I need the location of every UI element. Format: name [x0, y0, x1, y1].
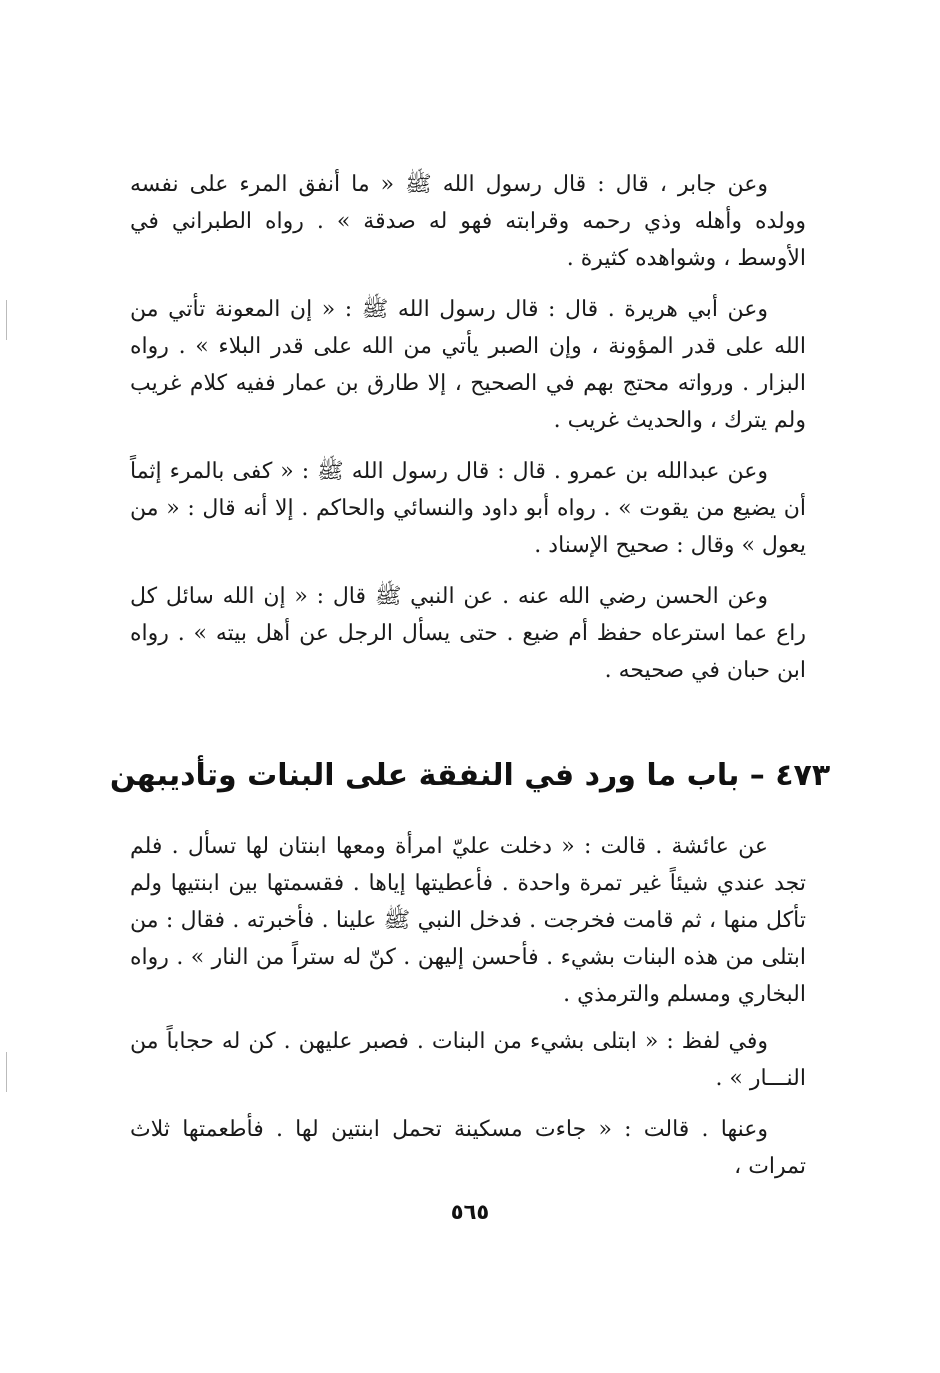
chapter-heading: ٤٧٣ – باب ما ورد في النفقة على البنات وتأديبهن — [109, 758, 831, 793]
text-block-bottom — [130, 828, 806, 1185]
left-margin-mark-bottom — [6, 1052, 7, 1092]
paragraph-abu-hurayra: وعن أبي هريرة . قال : قال رسول الله ﷺ : « إن المعونة تأتي من الله على قدر المؤونة ، وإن الصبر يأتي من الله على قدر البلاء » . رواه البزار . ورواته محتج بهم في الصحيح ، إلا طارق بن عمار ففيه كلام غريب ولم يترك ، والحديث غريب . — [130, 297, 806, 433]
page-number: ٥٦٥ — [450, 1200, 490, 1224]
paragraph-al-hasan: وعن الحسن رضي الله عنه . عن النبي ﷺ قال : « إن الله سائل كل راع عما استرعاه حفظ أم ضيع . حتى يسأل الرجل عن أهل بيته » . رواه ابن حبان في صحيحه . — [130, 584, 806, 683]
paragraph-jabir: وعن جابر ، قال : قال رسول الله ﷺ « ما أنفق المرء على نفسه وولده وأهله وذي رحمه وقرابته فهو له صدقة » . رواه الطبراني في الأوسط ، وشواهده كثيرة . — [130, 172, 806, 271]
paragraph-another-wording: وفي لفظ : « ابتلى بشيء من البنات . فصبر عليهن . كن له حجاباً من النـــار » . — [130, 1029, 806, 1091]
left-margin-mark-top — [6, 300, 7, 340]
text-block-top — [130, 166, 806, 689]
paragraph-abdullah-ibn-amr: وعن عبدالله بن عمرو . قال : قال رسول الله ﷺ : « كفى بالمرء إثماً أن يضيع من يقوت » . رواه أبو داود والنسائي والحاكم . إلا أنه قال : « من يعول » وقال : صحيح الإسناد . — [130, 459, 806, 558]
paragraph-aisha-second: وعنها . قالت : « جاءت مسكينة تحمل ابنتين لها . فأطعمتها ثلاث تمرات ، — [130, 1117, 806, 1179]
paragraph-aisha: عن عائشة . قالت : « دخلت عليّ امرأة ومعها ابنتان لها تسأل . فلم تجد عندي شيئاً غير تمرة واحدة . فأعطيتها إياها . فقسمتها بين ابنتيها ولم تأكل منها ، ثم قامت فخرجت . فدخل النبي ﷺ علينا . فأخبرته . فقال : من ابتلى من هذه البنات بشيء . فأحسن إليهن . كنّ له ستراً من النار » . رواه البخاري ومسلم والترمذي . — [130, 834, 806, 1007]
